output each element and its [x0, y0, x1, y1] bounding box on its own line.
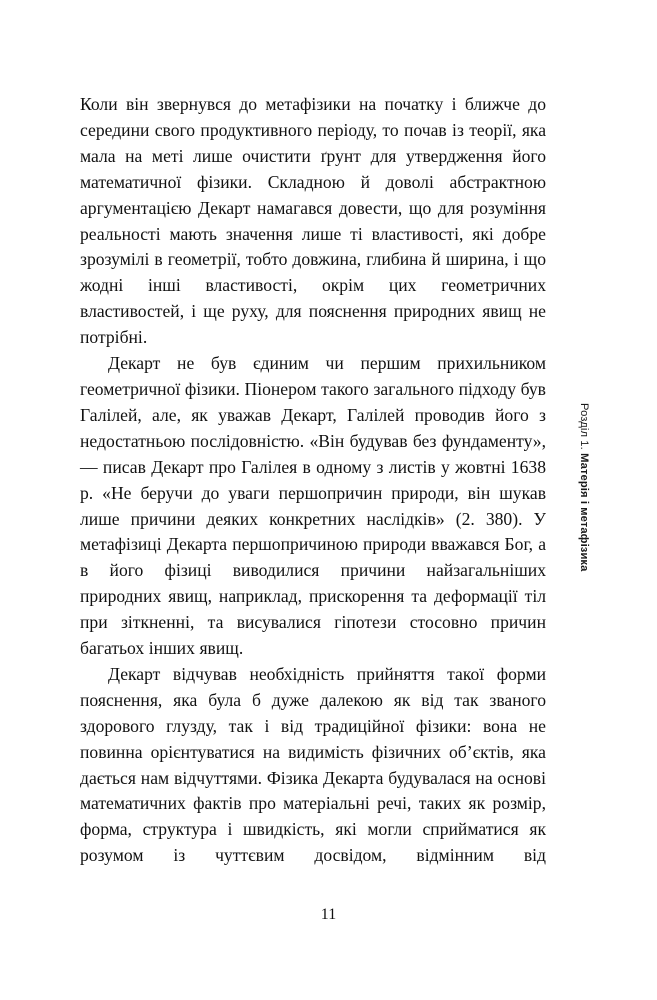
- paragraph: Коли він звернувся до метафізики на початку і ближче до середини свого продуктивного періоду, то почав із теорії, яка мала на меті лише очистити ґрунт для утвердження його математичної фізики. Складною й доволі абстрактною аргументацією Декарт намагався довести, що для розуміння реальності мають значення лише ті властивості, які добре зрозумілі в геометрії, тобто довжина, глибина й ширина, і що жодні інші властивості, окрім цих геометричних властивостей, і ще руху, для пояснення природних явищ не потрібні.: [80, 94, 546, 348]
- paragraph: Декарт не був єдиним чи першим прихильником геометричної фізики. Піонером такого загального підходу був Галілей, але, як уважав Декарт, Галілей проводив його з недостатньою послідовністю. «Він будував без фундаменту», — писав Декарт про Галілея в одному з листів у жовтні 1638 р. «Не беручи до уваги першопричин природи, він шукав лише причини деяких конкретних наслідків» (2. 380). У метафізиці Декарта першопричиною природи вважався Бог, а в його фізиці виводилися причини найзагальніших природних явищ, наприклад, прискорення та деформації тіл при зіткненні, та висувалися гіпотези стосовно причин багатьох інших явищ.: [80, 353, 546, 659]
- page-number: 11: [320, 906, 337, 923]
- running-header-chapter-number: Розділ 1.: [578, 403, 590, 450]
- running-header: [573, 403, 595, 603]
- body-text-column: [80, 92, 546, 869]
- paragraph: Декарт відчував необхідність прийняття такої форми пояснення, яка була б дуже далекою як від так званого здорового глузду, так і від традиційної фізики: вона не повинна орієнтуватися на видимість фізичних об’єктів, яка дається нам відчуттями. Фізика Декарта будувалася на основі математичних фактів про матеріальні речі, таких як розмір, форма, структура і швидкість, які могли сприйматися як розумом із чуттєвим досвідом, відмінним від: [80, 663, 546, 866]
- running-header-chapter-title: Матерія і метафізика: [578, 453, 590, 572]
